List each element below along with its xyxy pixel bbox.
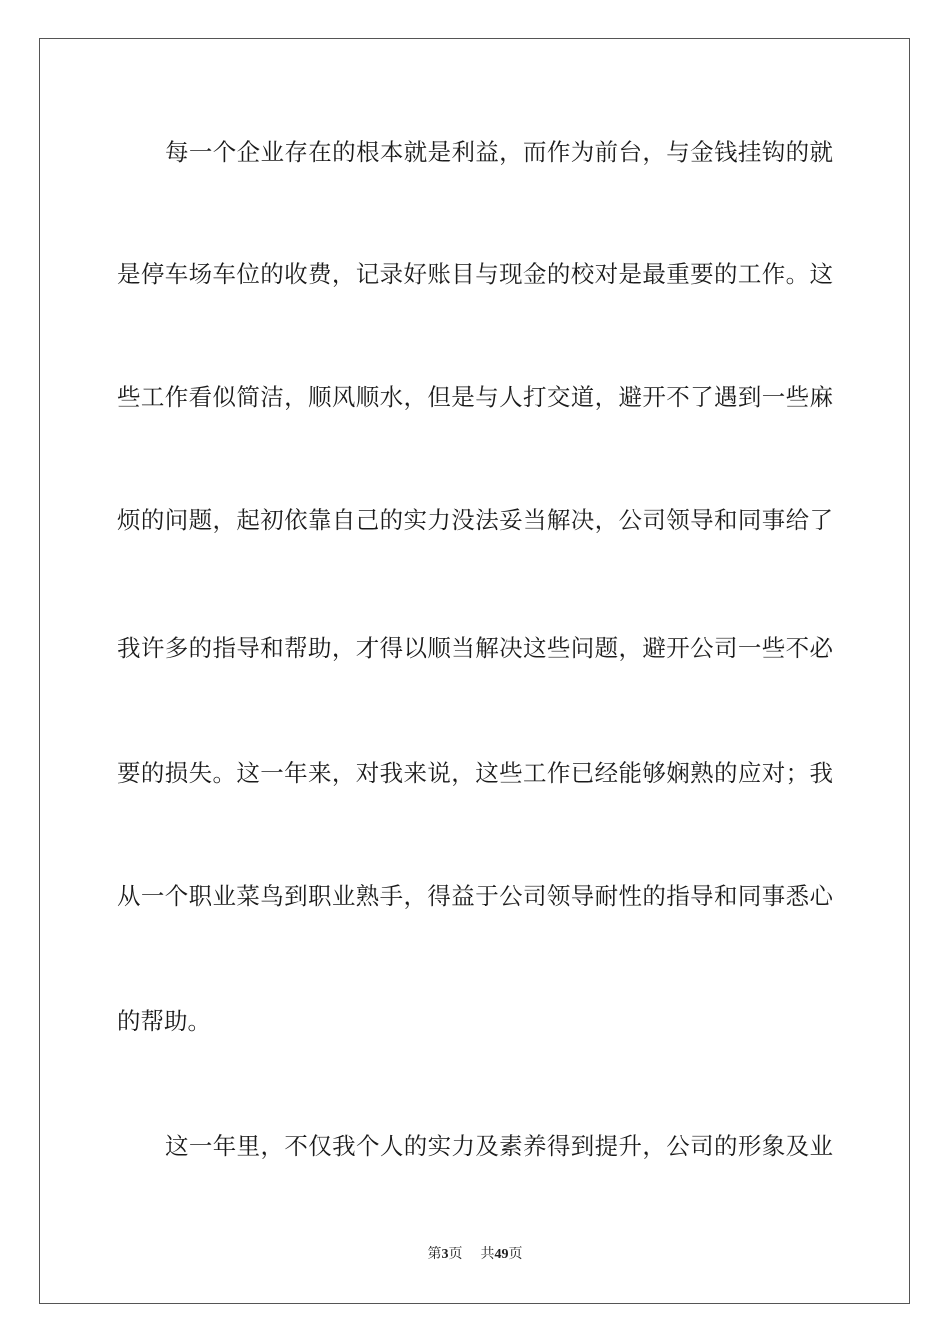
paragraph-line: 的帮助。 (117, 1007, 211, 1035)
paragraph-line: 每一个企业存在的根本就是利益，而作为前台，与金钱挂钩的就 (165, 138, 833, 166)
page-suffix: 页 (448, 1247, 463, 1262)
total-prefix: 共 (480, 1247, 495, 1262)
paragraph-line: 是停车场车位的收费，记录好账目与现金的校对是最重要的工作。这 (117, 260, 833, 288)
page-prefix: 第 (427, 1247, 442, 1262)
paragraph-line: 些工作看似简洁，顺风顺水，但是与人打交道，避开不了遇到一些麻 (117, 383, 833, 411)
paragraph-line: 这一年里，不仅我个人的实力及素养得到提升，公司的形象及业 (165, 1132, 833, 1160)
paragraph-line: 我许多的指导和帮助，才得以顺当解决这些问题，避开公司一些不必 (117, 634, 833, 662)
total-pages: 49 (494, 1247, 509, 1262)
page-number: 3 (441, 1247, 449, 1262)
total-suffix: 页 (508, 1247, 523, 1262)
paragraph-line: 从一个职业菜鸟到职业熟手，得益于公司领导耐性的指导和同事悉心 (117, 882, 833, 910)
page-border (39, 38, 910, 1304)
paragraph-line: 要的损失。这一年来，对我来说，这些工作已经能够娴熟的应对；我 (117, 759, 833, 787)
page-footer (0, 1246, 950, 1264)
paragraph-line: 烦的问题，起初依靠自己的实力没法妥当解决，公司领导和同事给了 (117, 506, 833, 534)
